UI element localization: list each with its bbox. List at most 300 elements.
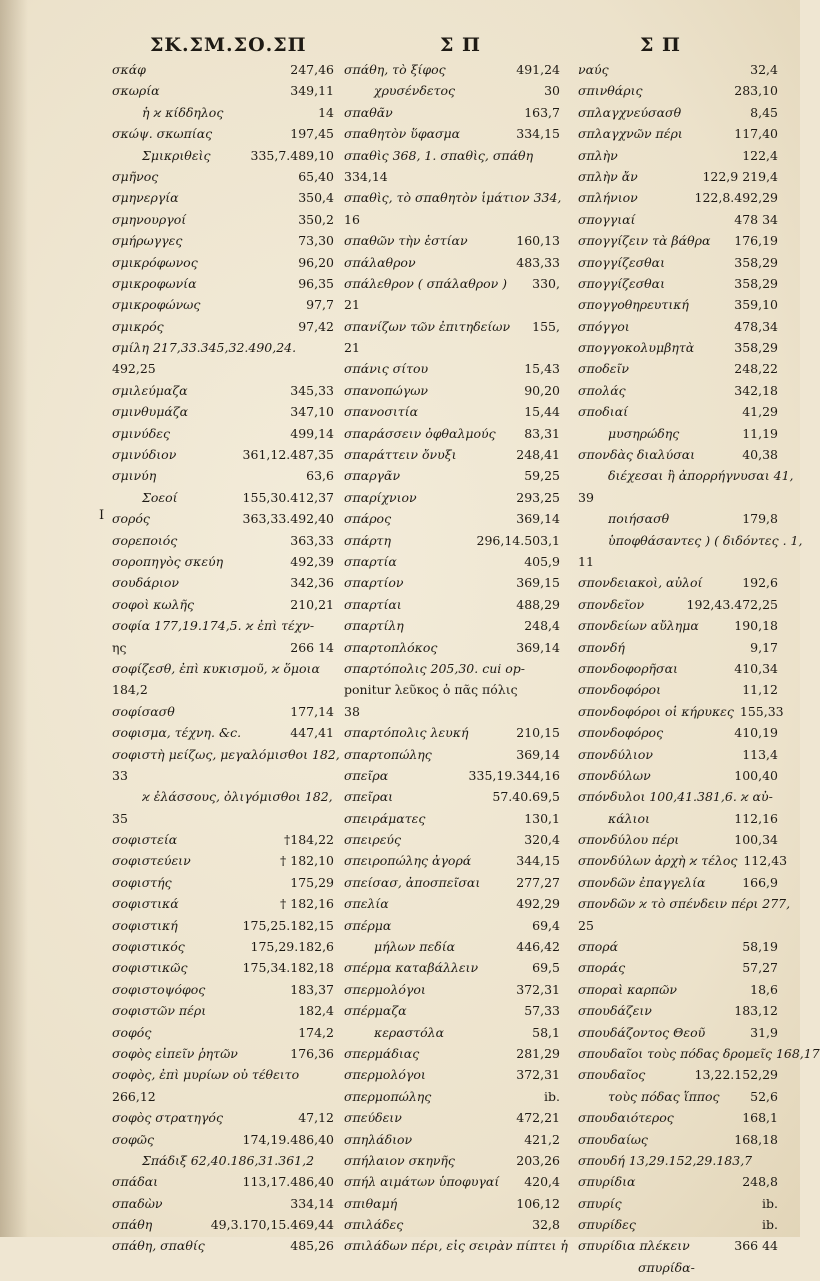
index-entry: [344, 832, 560, 853]
index-reference: 14: [318, 104, 334, 120]
index-term: σπονδεῖον: [578, 596, 645, 612]
index-term: σπαρτοπλόκος: [344, 639, 438, 655]
index-term: σμίλη 217,33.345,32.490,24.: [112, 340, 297, 356]
index-entry: [578, 661, 778, 682]
index-entry: [578, 1025, 778, 1046]
index-reference: 492,39: [290, 553, 334, 569]
index-reference: 283,10: [734, 83, 778, 99]
index-term: σπάρτη: [344, 532, 391, 548]
index-reference: 492,29: [516, 896, 560, 912]
index-entry: [578, 725, 778, 746]
index-term: σοφοὶ κωλῆς: [112, 596, 195, 612]
index-reference: 41,29: [742, 404, 778, 420]
index-entry: [112, 297, 334, 318]
index-entry: [112, 533, 334, 554]
index-entry: [578, 340, 778, 361]
index-reference: 410,34: [734, 660, 778, 676]
index-entry: [344, 1110, 560, 1131]
index-entry: [112, 789, 334, 810]
index-term: σπαράττειν ὄνυξι: [344, 447, 457, 463]
index-entry: [112, 1046, 334, 1067]
index-entry: [578, 682, 778, 703]
index-term: σπονδῶν ἐπαγγελία: [578, 874, 706, 890]
index-reference: 369,14: [516, 639, 560, 655]
index-reference: 320,4: [524, 832, 560, 848]
index-term: σπογγίζεσθαι: [578, 254, 665, 270]
index-reference: 366 44: [734, 1238, 778, 1254]
index-entry: [344, 212, 560, 233]
index-term: σπαθὶς 368, 1. σπαθὶς, σπάθη: [344, 147, 534, 163]
index-reference: 421,2: [524, 1131, 560, 1147]
index-term: σμηνεργία: [112, 190, 179, 206]
index-reference: 491,24: [516, 62, 560, 77]
index-entry: [112, 982, 334, 1003]
index-entry: [344, 811, 560, 832]
index-reference: 31,9: [750, 1024, 778, 1040]
index-term: σμῆνος: [112, 168, 159, 184]
index-term: σπονδὰς διαλύσαι: [578, 447, 696, 463]
index-reference: 281,29: [516, 1045, 560, 1061]
index-term: σμικρόφωνος: [112, 254, 198, 270]
index-entry: [112, 1110, 334, 1131]
index-term: ἡ ϰ κίδδηλος: [142, 104, 224, 120]
index-term: 266,12: [112, 1088, 156, 1104]
index-entry: [578, 62, 778, 83]
index-entry: [344, 340, 560, 361]
index-reference: 63,6: [306, 468, 334, 484]
index-term: σπλαγχνῶν πέρι: [578, 126, 683, 142]
index-term: σπλήνιον: [578, 190, 638, 206]
index-reference: † 182,16: [280, 896, 334, 912]
index-term: σπαρτόπολις 205,30. cui op-: [344, 660, 525, 676]
index-term: σπαργᾶν: [344, 468, 401, 484]
index-term: τοὺς πόδας ἵππος: [608, 1088, 720, 1104]
index-reference: 177,14: [290, 703, 334, 719]
index-term: σπαρτίον: [344, 575, 404, 591]
index-term: σπόνδυλοι 100,41.381,6. ϰ αὐ-: [578, 789, 773, 805]
index-entry: [578, 703, 784, 725]
index-reference: 174,19.486,40: [242, 1131, 334, 1147]
index-term: σπανοπώγων: [344, 382, 428, 398]
index-entry: [578, 1260, 778, 1281]
index-term: σοφὸς εἰπεῖν ῥητῶν: [112, 1045, 238, 1061]
index-term: σπαθῶν τὴν ἑστίαν: [344, 233, 468, 249]
index-entry: [112, 853, 334, 874]
index-entry: [112, 361, 334, 382]
index-term: σμικρός: [112, 318, 164, 334]
index-term: σπήλ αιμάτων ὑποφυγαί: [344, 1174, 500, 1190]
index-term: σπαθὶς, τὸ σπαθητὸν ἱμάτιον 334,: [344, 190, 562, 206]
index-term: σπουδαιότερος: [578, 1110, 674, 1126]
index-entry: [112, 126, 334, 147]
index-term: σπογγίζειν τὰ βάθρα: [578, 233, 711, 249]
index-entry: [578, 853, 788, 874]
index-entry: [112, 1217, 334, 1238]
index-reference: 350,2: [298, 211, 334, 227]
index-term: μυσηρώδης: [608, 425, 680, 441]
index-term: σπυρίδια: [578, 1174, 636, 1190]
index-entry: [112, 190, 334, 211]
index-reference: 11,19: [742, 425, 778, 441]
index-term: σπερμολόγοι: [344, 1067, 426, 1083]
index-term: Σπάδιξ 62,40.186,31.361,2: [142, 1152, 315, 1168]
index-entry: [344, 319, 560, 340]
index-entry: [344, 939, 560, 960]
index-term: σοφιστεία: [112, 832, 178, 848]
index-entry: [344, 447, 560, 468]
index-reference: 210,21: [290, 596, 334, 612]
index-entry: [578, 1045, 820, 1067]
index-term: 38: [344, 703, 360, 719]
index-entry: [578, 319, 778, 340]
index-term: σπαρτόπολις λευκή: [344, 725, 469, 741]
index-entry: [344, 768, 560, 789]
index-term: σπάλαθρον: [344, 254, 416, 270]
index-entry: [112, 83, 334, 104]
index-term: σπάρος: [344, 511, 392, 527]
index-entry: [344, 105, 560, 126]
header-right: Σ Π: [640, 34, 681, 56]
index-term: σορεποιός: [112, 532, 178, 548]
index-term: σοφῶς: [112, 1131, 155, 1147]
index-term: σπονδείων αὔλημα: [578, 618, 699, 634]
index-entry: [344, 297, 560, 318]
index-term: σπάνις σίτου: [344, 361, 429, 377]
index-term: σπαράσσειν ὀφθαλμούς: [344, 425, 496, 441]
index-entry: [344, 404, 560, 425]
index-reference: 52,6: [750, 1088, 778, 1104]
index-entry: [112, 1067, 334, 1088]
index-term: σοφιστικά: [112, 896, 179, 912]
index-reference: 96,35: [298, 275, 334, 291]
index-entry: [344, 1003, 560, 1024]
index-term: 25: [578, 917, 594, 933]
index-entry: [112, 618, 334, 639]
index-reference: 47,12: [298, 1110, 334, 1126]
index-entry: [344, 148, 560, 169]
index-reference: 183,37: [290, 981, 334, 997]
index-reference: 369,14: [516, 511, 560, 527]
index-entry: [344, 468, 560, 489]
index-entry: [112, 404, 334, 425]
index-reference: 57,27: [742, 960, 778, 976]
index-entry: [578, 939, 778, 960]
index-entry: [344, 747, 560, 768]
index-entry: [112, 575, 334, 596]
index-entry: [578, 1174, 778, 1195]
index-entry: [578, 233, 778, 254]
index-entry: [112, 169, 334, 190]
index-reference: 15,43: [524, 361, 560, 377]
index-entry: [112, 704, 334, 725]
index-reference: 122,8.492,29: [694, 190, 778, 206]
header-middle: Σ Π: [440, 34, 481, 56]
index-term: σοφιστοψόφος: [112, 981, 206, 997]
index-term: 16: [344, 211, 360, 227]
index-term: ὑποφθάσαντες ) ( διδόντες . 1,: [608, 532, 803, 548]
index-reference: 100,34: [734, 832, 778, 848]
index-reference: 59,25: [524, 468, 560, 484]
index-entry: [578, 768, 778, 789]
index-entry: [344, 661, 560, 682]
index-reference: 334,14: [290, 1195, 334, 1211]
index-entry: [578, 126, 778, 147]
index-term: σπεύδειν: [344, 1110, 402, 1126]
index-reference: 15,44: [524, 404, 560, 420]
index-entry: [578, 982, 778, 1003]
index-term: σοφιστικός: [112, 939, 185, 955]
index-term: σπυρίδια πλέκειν: [578, 1238, 690, 1254]
index-term: σπέρμαζα: [344, 1003, 407, 1019]
index-term: σπονδοφορῆσαι: [578, 660, 678, 676]
index-term: σποδεῖν: [578, 361, 630, 377]
index-term: σπυρίς: [578, 1195, 622, 1211]
index-entry: [344, 618, 560, 639]
index-column-right: [578, 62, 820, 1281]
index-reference: 112,43: [743, 853, 788, 869]
index-entry: [112, 447, 334, 468]
index-entry: [578, 1153, 778, 1174]
index-reference: 69,4: [532, 917, 560, 933]
index-term: σπαθᾶν: [344, 104, 393, 120]
index-term: σπουδαῖοι τοὺς πόδας δρομεῖς 168,17: [578, 1045, 820, 1061]
index-entry: [578, 811, 778, 832]
index-term: μήλων πεδία: [374, 939, 456, 955]
index-term: σπήλαιον σκηνῆς: [344, 1152, 455, 1168]
index-entry: [578, 1067, 778, 1088]
index-reference: 296,14.503,1: [476, 532, 560, 548]
index-entry: [344, 1025, 560, 1046]
index-reference: 122,9 219,4: [702, 168, 778, 184]
index-term: σμιλεύμαζα: [112, 382, 188, 398]
index-entry: [578, 918, 778, 939]
index-term: σοφία 177,19.174,5. ϰ ἐπὶ τέχν-: [112, 618, 315, 634]
index-reference: 97,7: [306, 297, 334, 313]
index-entry: [578, 169, 778, 190]
index-entry: [344, 190, 560, 211]
index-reference: 160,13: [516, 233, 560, 249]
index-term: σκωρία: [112, 83, 160, 99]
index-reference: 57,33: [524, 1003, 560, 1019]
index-term: διέχεσαι ἢ ἀπορρήγνυσαι 41,: [608, 468, 794, 484]
index-entry: [344, 533, 560, 554]
index-reference: 97,42: [298, 318, 334, 334]
index-reference: 342,36: [290, 575, 334, 591]
index-term: σπονδύλων ἀρχὴ ϰ τέλος: [578, 853, 738, 869]
index-term: σοφισμα, τέχνη. &c.: [112, 725, 242, 741]
index-entry: [344, 789, 560, 810]
index-entry: [578, 105, 778, 126]
index-entry: [112, 426, 334, 447]
page-gutter-shadow: [0, 0, 28, 1237]
index-entry: [112, 383, 334, 404]
index-entry: [578, 276, 778, 297]
index-entry: [578, 1238, 778, 1259]
index-term: σπυρίδα-: [638, 1259, 695, 1275]
index-term: σπανίζων τῶν ἐπιτηδείων: [344, 318, 511, 334]
index-reference: 349,11: [290, 83, 334, 99]
index-term: σοφιστῶν πέρι: [112, 1003, 207, 1019]
index-term: σπογγοκολυμβητὰ: [578, 340, 695, 356]
index-entry: [344, 276, 560, 297]
index-reference: 65,40: [298, 168, 334, 184]
index-reference: 117,40: [734, 126, 778, 142]
index-term: ης: [112, 639, 127, 655]
index-term: ϰ ἐλάσσους, ὀλιγόμισθοι 182,: [142, 789, 333, 805]
index-term: σπιλάδων πέρι, εἰς σειρὰν πίπτει ἡ: [344, 1238, 568, 1254]
index-column-middle: [344, 62, 568, 1260]
index-term: σμινύη: [112, 468, 157, 484]
index-term: σπαρτίαι: [344, 596, 402, 612]
index-reference: 112,16: [734, 810, 778, 826]
index-reference: 176,19: [734, 233, 778, 249]
index-term: σπονδοφόροι οἱ κήρυκες: [578, 703, 734, 719]
index-reference: 49,3.170,15.469,44: [210, 1217, 334, 1233]
index-term: 11: [578, 553, 594, 569]
index-entry: [112, 212, 334, 233]
index-term: ποιήσασθ: [608, 511, 670, 527]
index-term: Σοεοί: [142, 489, 178, 505]
index-reference: 248,22: [734, 361, 778, 377]
header-left: ΣΚ.ΣΜ.ΣΟ.ΣΠ: [150, 34, 307, 56]
index-entry: [344, 575, 560, 596]
index-reference: 361,12.487,35: [242, 447, 334, 463]
index-entry: [344, 725, 560, 746]
index-entry: [112, 725, 334, 746]
index-reference: 113,4: [742, 746, 778, 762]
index-entry: [344, 1067, 560, 1088]
index-term: σπειρεύς: [344, 832, 402, 848]
index-reference: ib.: [762, 1195, 778, 1211]
index-entry: [344, 982, 560, 1003]
index-reference: 130,1: [524, 810, 560, 826]
index-entry: [344, 169, 560, 190]
index-entry: [578, 212, 778, 233]
index-term: 492,25: [112, 361, 156, 377]
index-entry: [112, 1089, 334, 1110]
index-entry: [112, 490, 334, 511]
index-term: σπογγιαί: [578, 211, 636, 227]
index-term: σποραὶ καρπῶν: [578, 981, 677, 997]
index-entry: [344, 1132, 560, 1153]
index-term: σπονδοφόροι: [578, 682, 661, 698]
index-entry: [344, 383, 560, 404]
index-term: σπεῖρα: [344, 767, 389, 783]
index-reference: 335,19.344,16: [468, 767, 560, 783]
index-entry: [578, 83, 778, 104]
index-reference: 485,26: [290, 1238, 334, 1254]
index-entry: [344, 426, 560, 447]
index-term: 21: [344, 297, 360, 313]
index-reference: † 182,10: [280, 853, 334, 869]
index-term: σπλὴν: [578, 147, 618, 163]
index-entry: [344, 704, 560, 725]
index-term: σπονδύλων: [578, 767, 651, 783]
index-entry: [344, 1089, 560, 1110]
index-term: σμήρωγγες: [112, 233, 183, 249]
index-term: σπονδειακοὶ, αὐλοί: [578, 575, 703, 591]
index-entry: [578, 426, 778, 447]
index-entry: [112, 1132, 334, 1153]
index-reference: 345,33: [290, 382, 334, 398]
index-term: σοροπηγὸς σκεύη: [112, 553, 224, 569]
index-reference: 100,40: [734, 767, 778, 783]
index-reference: 293,25: [516, 489, 560, 505]
index-term: σπουδαίως: [578, 1131, 648, 1147]
index-entry: [578, 1110, 778, 1131]
index-reference: 478,34: [734, 318, 778, 334]
index-entry: [344, 918, 560, 939]
index-entry: [344, 255, 560, 276]
index-term: σποράς: [578, 960, 626, 976]
index-term: σορός: [112, 511, 150, 527]
index-reference: 358,29: [734, 275, 778, 291]
index-term: σπλαγχνεύσασθ: [578, 104, 682, 120]
index-term: 39: [578, 489, 594, 505]
index-entry: [344, 960, 560, 981]
index-reference: 420,4: [524, 1174, 560, 1190]
index-entry: [344, 490, 560, 511]
index-reference: 176,36: [290, 1045, 334, 1061]
index-reference: 447,41: [290, 725, 334, 741]
index-reference: 179,8: [742, 511, 778, 527]
index-term: σοφίζεσθ, ἐπὶ κυκισμοῦ, ϰ ὅμοια: [112, 660, 320, 676]
index-reference: 359,10: [734, 297, 778, 313]
index-entry: [344, 62, 560, 83]
index-reference: 32,8: [532, 1217, 560, 1233]
index-term: ναύς: [578, 62, 609, 77]
index-term: σκάφ: [112, 62, 146, 77]
index-term: σπηλάδιον: [344, 1131, 413, 1147]
index-reference: 478 34: [734, 211, 778, 227]
index-reference: 344,15: [516, 853, 560, 869]
index-term: κεραστόλα: [374, 1024, 445, 1040]
index-term: σπάθη: [112, 1217, 153, 1233]
index-entry: [344, 126, 560, 147]
index-entry: [578, 1132, 778, 1153]
index-term: σποδιαί: [578, 404, 629, 420]
index-reference: 174,2: [298, 1024, 334, 1040]
index-entry: [112, 255, 334, 276]
index-term: σοφὸς, ἐπὶ μυρίων οὐ τέθειτο: [112, 1067, 300, 1083]
index-term: σοφιστεύειν: [112, 853, 191, 869]
index-entry: [578, 896, 791, 917]
index-term: σπάθη, τὸ ξίφος: [344, 62, 446, 77]
index-reference: 203,26: [516, 1152, 560, 1168]
index-entry: [578, 297, 778, 318]
index-entry: [344, 83, 560, 104]
index-term: σπέρμα: [344, 917, 392, 933]
index-reference: 369,15: [516, 575, 560, 591]
index-entry: [344, 511, 560, 532]
index-term: σπονδῶν ϰ τὸ σπένδειν πέρι 277,: [578, 896, 791, 912]
index-reference: 175,29.182,6: [250, 939, 334, 955]
index-reference: 248,41: [516, 447, 560, 463]
index-reference: 122,4: [742, 147, 778, 163]
index-term: σμηνουργοί: [112, 211, 187, 227]
index-term: σπανοσιτία: [344, 404, 419, 420]
index-entry: [578, 960, 778, 981]
index-entry: [112, 319, 334, 340]
index-term: σπονδύλου πέρι: [578, 832, 680, 848]
index-entry: [344, 1153, 560, 1174]
index-entry: [344, 1217, 560, 1238]
index-term: σοφίσασθ: [112, 703, 175, 719]
index-reference: 277,27: [516, 874, 560, 890]
index-entry: [112, 1196, 334, 1217]
index-reference: 334,15: [516, 126, 560, 142]
index-term: σπυρίδες: [578, 1217, 636, 1233]
